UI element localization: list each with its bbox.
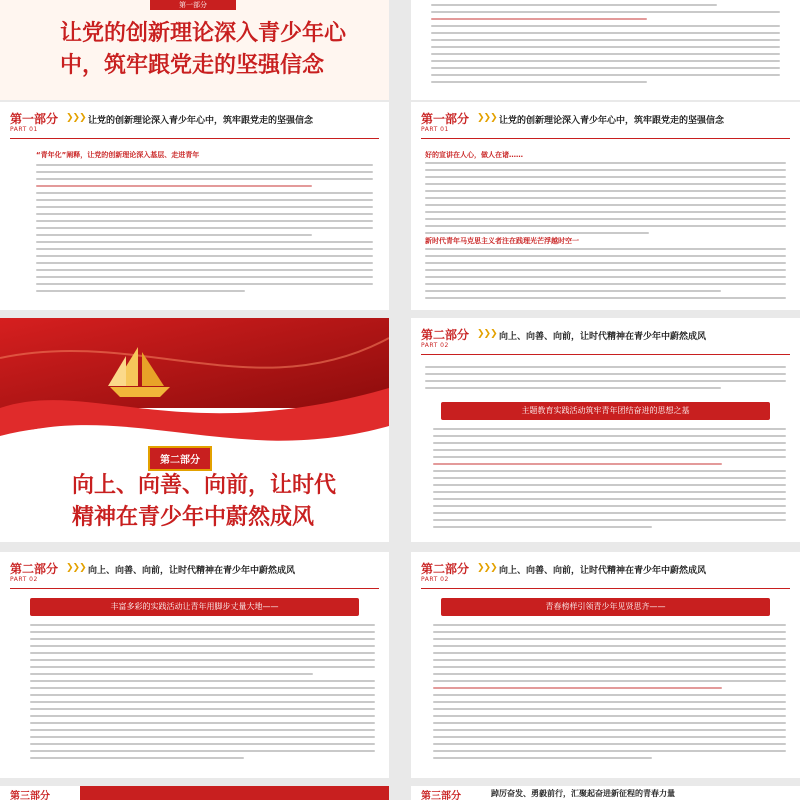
cover-title-line2: 精神在青少年中蔚然成风 — [72, 504, 315, 530]
part-tab: 第一部分 — [150, 0, 236, 10]
slide-title: 踔厉奋发、勇毅前行，汇聚起奋进新征程的青春力量 — [491, 789, 675, 798]
chevron-icon: ❯❯❯ — [66, 113, 86, 123]
header-rule — [421, 354, 790, 355]
slide-header — [411, 552, 800, 592]
part-label: 第一部分 — [10, 112, 59, 126]
lead-text-2: 新时代青年马克思主义者注在践理光芒浮越时空一 — [425, 237, 579, 245]
slide-header — [0, 102, 389, 142]
slide-header — [411, 318, 800, 358]
chevron-icon: ❯❯❯ — [477, 329, 497, 339]
chevron-icon: ❯❯❯ — [477, 113, 497, 123]
part1-title-line2: 中，筑牢跟党走的坚强信念 — [60, 52, 325, 78]
section-bar: 主题教育实践活动筑牢青年团结奋进的思想之基 — [441, 402, 770, 420]
part-label: 第二部分 — [10, 562, 59, 576]
section-bar: 丰富多彩的实践活动让青年用脚步丈量大地—— — [30, 598, 359, 616]
header-rule — [421, 588, 790, 589]
slide-part2-cover — [0, 318, 389, 542]
slide-part1-b — [411, 102, 800, 310]
slide-part3-right — [411, 786, 800, 800]
part-sublabel: PART 02 — [421, 342, 449, 349]
slide-title: 向上、向善、向前，让时代精神在青少年中蔚然成风 — [499, 566, 707, 576]
header-rule — [10, 138, 379, 139]
part-badge: 第二部分 — [148, 446, 212, 471]
part-sublabel: PART 02 — [10, 576, 38, 583]
chevron-icon: ❯❯❯ — [477, 563, 497, 573]
slide-part1-a — [0, 102, 389, 310]
slide-part3-left — [0, 786, 389, 800]
header-rule — [421, 138, 790, 139]
slide-part2-e — [411, 552, 800, 778]
red-wave-decoration — [0, 318, 389, 448]
part-label: 第一部分 — [421, 112, 470, 126]
lead-text-1: 好的宣讲在人心，做人在诸…… — [425, 151, 523, 159]
slide-part2-d — [0, 552, 389, 778]
slide-text-top-right — [411, 0, 800, 100]
slide-title-part1 — [0, 0, 389, 100]
slide-title: 让党的创新理论深入青少年心中，筑牢跟党走的坚强信念 — [499, 116, 725, 126]
red-wave-decoration — [80, 786, 389, 800]
part-label: 第二部分 — [421, 328, 470, 342]
slide-title: 让党的创新理论深入青少年心中，筑牢跟党走的坚强信念 — [88, 116, 314, 126]
part-label: 第二部分 — [421, 562, 470, 576]
section-bar: 青春榜样引领青少年见贤思齐—— — [441, 598, 770, 616]
part-label: 第三部分 — [10, 791, 50, 800]
slide-title: 向上、向善、向前，让时代精神在青少年中蔚然成风 — [88, 566, 296, 576]
part-sublabel: PART 01 — [10, 126, 38, 133]
header-rule — [10, 588, 379, 589]
part-label: 第三部分 — [421, 791, 461, 800]
sailboat-icon — [100, 342, 180, 402]
slide-part2-c — [411, 318, 800, 542]
part1-title-line1: 让党的创新理论深入青少年心 — [60, 20, 347, 46]
slide-header — [0, 552, 389, 592]
part-sublabel: PART 01 — [421, 126, 449, 133]
lead-text: “青年化”阐释，让党的创新理论深入基层、走进青年 — [36, 151, 200, 159]
cover-title-line1: 向上、向善、向前，让时代 — [72, 472, 337, 498]
part-sublabel: PART 02 — [421, 576, 449, 583]
slide-header — [411, 102, 800, 142]
chevron-icon: ❯❯❯ — [66, 563, 86, 573]
slide-title: 向上、向善、向前，让时代精神在青少年中蔚然成风 — [499, 332, 707, 342]
